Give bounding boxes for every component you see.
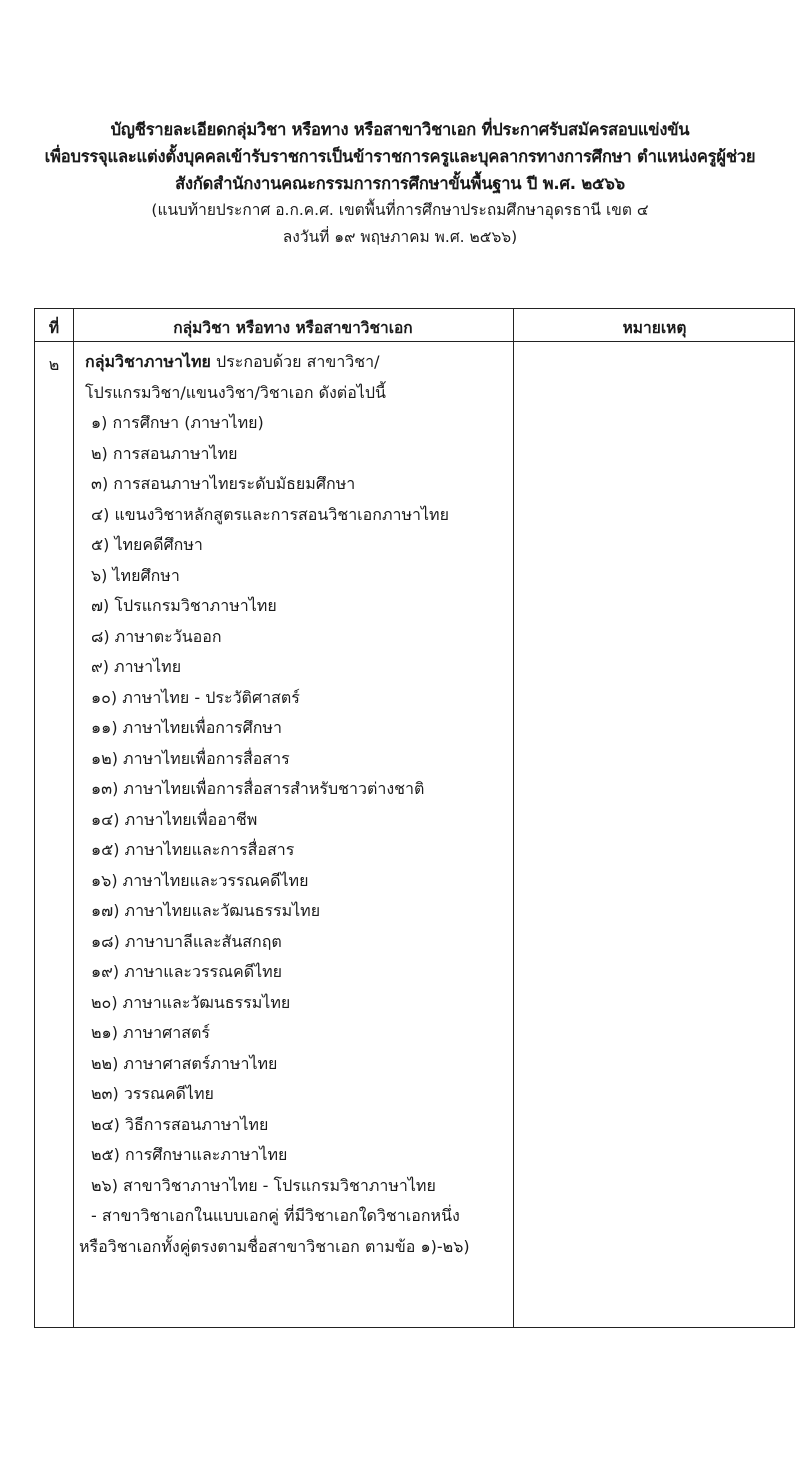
attachment-line: (แนบท้ายประกาศ อ.ก.ค.ศ. เขตพื้นที่การศึกษาประถมศึกษาอุดรธานี เขต ๔ bbox=[151, 201, 649, 219]
major-item: ๒๓) วรรณคดีไทย bbox=[91, 1084, 214, 1103]
footnote-line-1: - สาขาวิชาเอกในแบบเอกคู่ ที่มีวิชาเอกใดวิชาเอกหนึ่ง bbox=[91, 1206, 460, 1225]
major-item: ๑๙) ภาษาและวรรณคดีไทย bbox=[91, 962, 283, 981]
column-divider-1 bbox=[73, 309, 74, 1327]
major-item: ๑๑) ภาษาไทยเพื่อการศึกษา bbox=[91, 718, 282, 737]
date-line: ลงวันที่ ๑๙ พฤษภาคม พ.ศ. ๒๕๖๖) bbox=[282, 228, 518, 246]
row-number: ๒ bbox=[48, 355, 60, 374]
major-item: ๒๖) สาขาวิชาภาษาไทย - โปรแกรมวิชาภาษาไทย bbox=[91, 1175, 436, 1195]
header-note: หมายเหตุ bbox=[622, 319, 687, 337]
footnote-line-2: หรือวิชาเอกทั้งคู่ตรงตามชื่อสาขาวิชาเอก ตามข้อ ๑)-๒๖) bbox=[79, 1236, 470, 1256]
major-item: ๒) การสอนภาษาไทย bbox=[91, 443, 238, 463]
major-item: ๒๔) วิธีการสอนภาษาไทย bbox=[91, 1114, 269, 1134]
title-line-2: เพื่อบรรจุและแต่งตั้งบุคคลเข้ารับราชการเป็นข้าราชการครูและบุคลากรทางการศึกษา ตำแหน่งครูผู้ช่วย bbox=[44, 147, 756, 166]
major-list bbox=[85, 408, 525, 1201]
major-item: ๒๑) ภาษาศาสตร์ bbox=[91, 1023, 210, 1042]
title-line-3: สังกัดสำนักงานคณะกรรมการการศึกษาขั้นพื้นฐาน ปี พ.ศ. ๒๕๖๖ bbox=[175, 174, 625, 193]
subject-cell bbox=[79, 347, 525, 1262]
major-item: ๑๓) ภาษาไทยเพื่อการสื่อสารสำหรับชาวต่างชาติ bbox=[91, 779, 425, 798]
major-item: ๑๗) ภาษาไทยและวัฒนธรรมไทย bbox=[91, 901, 321, 920]
major-item: ๖) ไทยศึกษา bbox=[91, 565, 180, 585]
major-item: ๒๐) ภาษาและวัฒนธรรมไทย bbox=[91, 992, 291, 1012]
major-item: ๑๖) ภาษาไทยและวรรณคดีไทย bbox=[91, 870, 309, 890]
header-divider bbox=[35, 341, 794, 342]
major-item: ๑๘) ภาษาบาลีและสันสกฤต bbox=[91, 931, 282, 951]
major-item: ๘) ภาษาตะวันออก bbox=[91, 626, 222, 646]
document-header bbox=[0, 116, 800, 251]
intro-line-1 bbox=[85, 347, 525, 378]
major-item: ๑๐) ภาษาไทย - ประวัติศาสตร์ bbox=[91, 687, 300, 707]
major-item: ๙) ภาษาไทย bbox=[91, 657, 182, 676]
major-item: ๓) การสอนภาษาไทยระดับมัธยมศึกษา bbox=[91, 474, 356, 493]
header-subject: กลุ่มวิชา หรือทาง หรือสาขาวิชาเอก bbox=[173, 319, 413, 337]
title-line-1: บัญชีรายละเอียดกลุ่มวิชา หรือทาง หรือสาขาวิชาเอก ที่ประกาศรับสมัครสอบแข่งขัน bbox=[110, 120, 690, 139]
major-item: ๕) ไทยคดีศึกษา bbox=[91, 535, 203, 554]
major-item: ๑๒) ภาษาไทยเพื่อการสื่อสาร bbox=[91, 748, 290, 768]
intro-line-2: โปรแกรมวิชา/แขนงวิชา/วิชาเอก ดังต่อไปนี้ bbox=[85, 382, 386, 402]
header-no: ที่ bbox=[48, 319, 60, 337]
major-item: ๒๕) การศึกษาและภาษาไทย bbox=[91, 1145, 288, 1164]
major-item: ๑๔) ภาษาไทยเพื่ออาชีพ bbox=[91, 809, 258, 829]
major-item: ๑๕) ภาษาไทยและการสื่อสาร bbox=[91, 840, 295, 859]
subjects-table bbox=[34, 308, 795, 1328]
major-item: ๔) แขนงวิชาหลักสูตรและการสอนวิชาเอกภาษาไทย bbox=[91, 504, 449, 524]
intro-rest: ประกอบด้วย สาขาวิชา/ bbox=[210, 352, 380, 371]
major-item: ๗) โปรแกรมวิชาภาษาไทย bbox=[91, 596, 277, 615]
major-item: ๑) การศึกษา (ภาษาไทย) bbox=[91, 413, 264, 432]
major-item: ๒๒) ภาษาศาสตร์ภาษาไทย bbox=[91, 1053, 278, 1073]
group-name: กลุ่มวิชาภาษาไทย bbox=[85, 352, 211, 371]
